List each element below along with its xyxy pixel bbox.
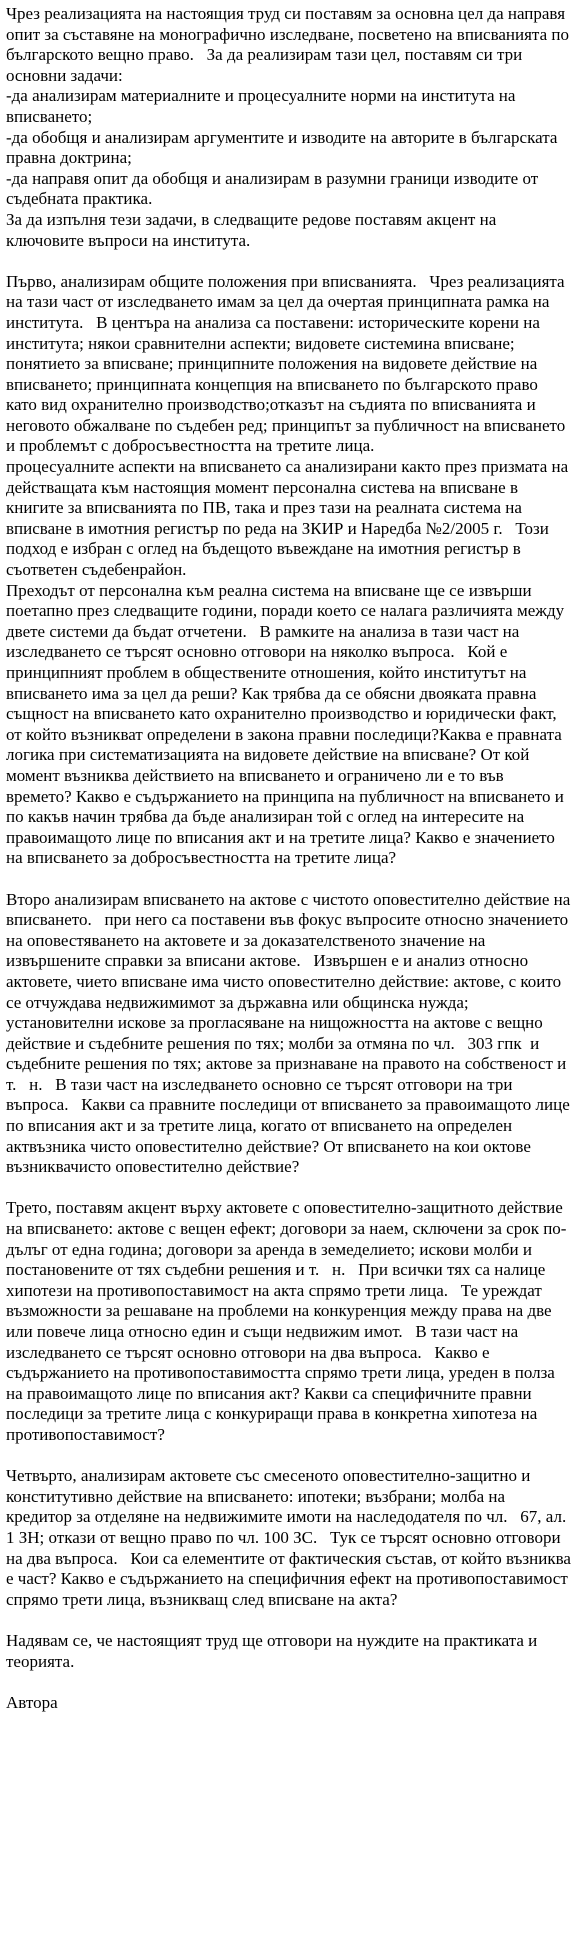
second-section-paragraph: Второ анализирам вписването на актове с чистото оповестително действие на вписването. при него са поставени във фокус въпросите относно значението на оповестяването на актовете и за доказателственото значение на извършените справки за вписани актове. Извършен е и анализ относно актовете, чието вписване има чисто оповестително действие: актове, с които се отчуждава недвижимимот за държавна или общинска нужда; установителни искове за прогласяване на нищожността на актове с вещно действие и съдебните решения по тях; молби за отмяна по чл. 303 гпк и съдебните решения по тях; актове за признаване на правото на собственост и т. н. В тази част на изследването основно се търсят отговори на три въпроса. Какви са правните последици от вписването за правоимащото лице по вписания акт и за третите лица, когато от вписването на определен актвъзника чисто оповестително действие? От вписването на кои октове възниквачисто оповестително действие? (6, 889, 575, 1177)
third-section-paragraph: Трето, поставям акцент върху актовете с оповестително-защитното действие на вписването: актове с вещен ефект; договори за наем, сключени за срок по-дълъг от една година; договори за аренда в земеделието; искови молби и постановените от тях съдебни решения и т. н. При всички тях са налице хипотези на противопоставимост на акта спрямо трети лица. Те уреждат възможности за решаване на проблеми на конкуренция между права на две или повече лица относно един и същи недвижим имот. В тази част на изследването се търсят основно отговори на два въпроса. Какво е съдържанието на противопоставимостта спрямо трети лица, уреден в полза на правоимащото лице по вписания акт? Какви са специфичните правни последици за третите лица с конкуриращи права в конкретна хипотеза на противопоставимост? (6, 1198, 568, 1444)
document-body (6, 4, 579, 1713)
fourth-section-paragraph: Четвърто, анализирам актовете със смесеното оповестително-защитно и конститутивно действие на вписването: ипотеки; възбрани; молба на кредитор за отделяне на недвижимите имоти на наследодателя по чл. 67, ал. 1 ЗН; откази от вещно право по чл. 100 ЗС. Тук се търсят основно отговори на два въпроса. Кои са елементите от фактическия състав, от който възниква е част? Какво е съдържанието на специфичния ефект на противопоставимост спрямо трети лица, възникващ след вписване на акта? (6, 1466, 579, 1609)
intro-paragraph: Чрез реализацията на настоящия труд си поставям за основна цел да направя опит за съставяне на монографично изследване, посветено на вписванията по българското вещно право. За да реализирам тази цел, поставям си три основни задачи: -да анализирам материалните и процесуалните норми на института на вписването; -да обобщя и анализирам аргументите и изводите на авторите в българската правна доктрина; -да направя опит да обобщя и анализирам в разумни граници изводите от съдебната практика. За да изпълня тези задачи, в следващите редове поставям акцент на ключовите въпроси на института. (6, 4, 569, 250)
closing-paragraph: Надявам се, че настоящият труд ще отговори на нуждите на практиката и теорията. (6, 1630, 542, 1671)
author-signature: Автора (6, 1692, 58, 1712)
first-section-paragraph: Първо, анализирам общите положения при вписванията. Чрез реализацията на тази част от изследването имам за цел да очертая принципната рамка на института. В центъра на анализа са поставени: историческите корени на института; някои сравнителни аспекти; видовете системина вписване; понятието за вписване; принципните положения на видовете действие на вписването; принципната концепция на вписването по българското право като вид охранително производство;отказът на съдията по вписванията и неговото обжалване по съдебен ред; принципът за публичност на вписването и проблемът с добросъвестността на третите лица. процесуалните аспекти на вписването са анализирани както през призмата на действащата към настоящия момент персонална систева на вписване в книгите за вписванията по ПВ, така и през тази на реалната система на вписване в имотния регистър по реда на ЗКИР и Наредба №2/2005 г. Този подход е избран с оглед на бъдещото въвеждане на имотния регистър в съответен съдебенрайон. Преходът от персонална към реална система на вписване ще се извърши поетапно през следващите години, поради което се налага различията между двете системи да бъдат отчетени. В рамките на анализа в тази част на изследването се търсят основно отговори на няколко въпроса. Кой е принципният проблем в обществените отношения, който институтът на вписването има за цел да реши? Как трябва да се обясни двояката правна същност на вписването като охранително производство и юридически факт, от който възникват определени в закона правни последици?Каква е правната логика при систематизацията на видовете действие на вписване? От кой момент възниква действието на вписването и ограничено ли е то във времето? Какво е съдържанието на принципа на публичност на вписването и по какъв начин трябва да бъде анализиран той с оглед на интересите на правоимащото лице по вписания акт и на третите лица? Какво е значението на вписването за добросъвестността на третите лица? (6, 271, 569, 868)
